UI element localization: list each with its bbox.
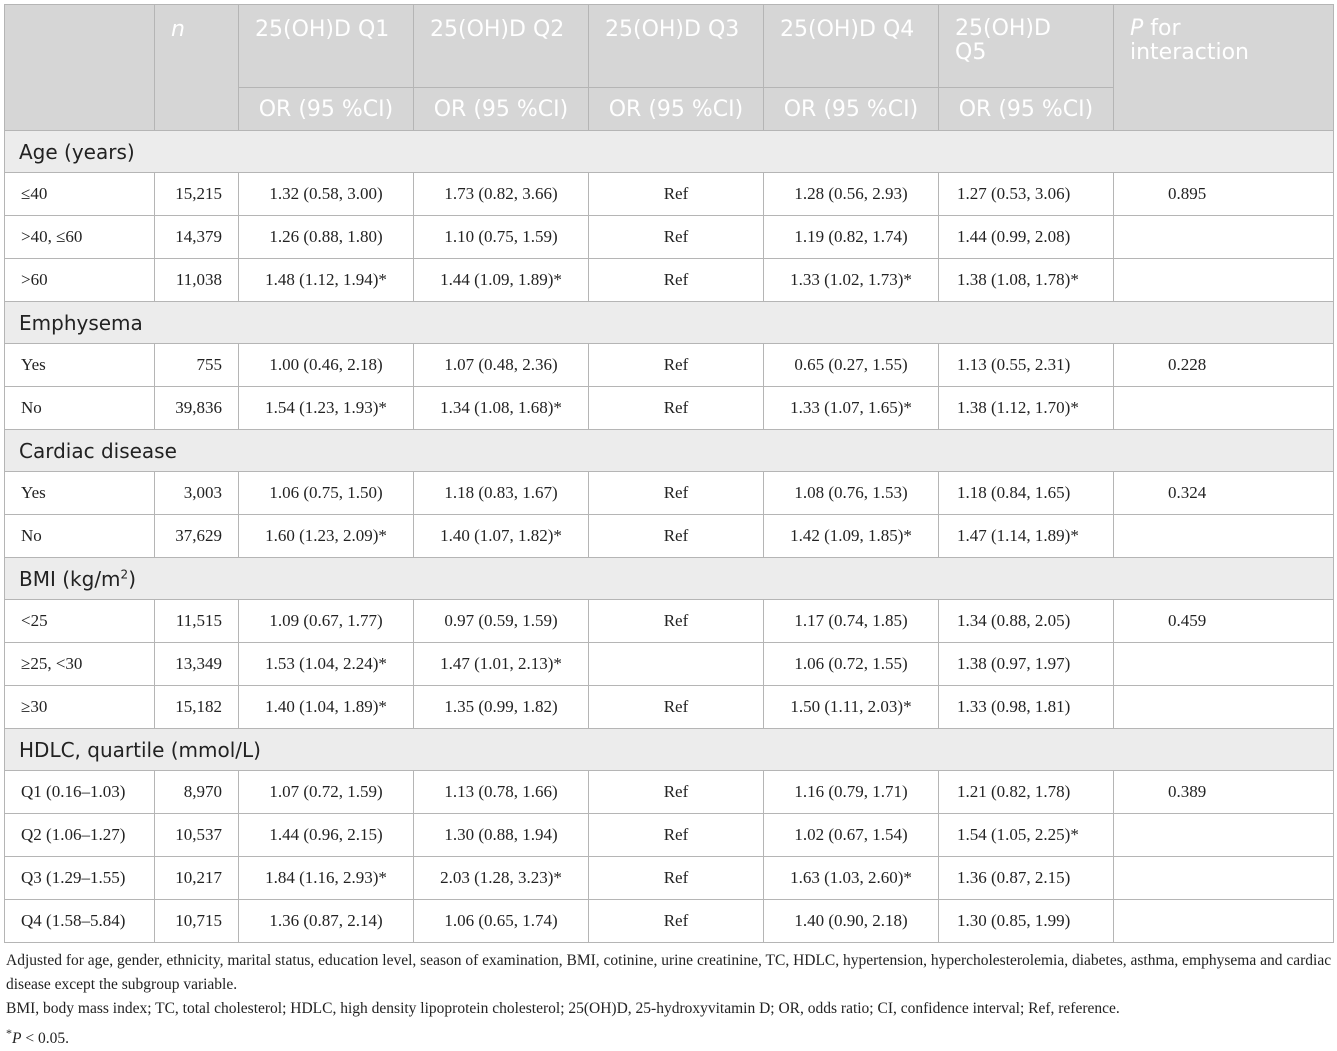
row-label: ≥30 xyxy=(5,686,155,729)
cell-n: 8,970 xyxy=(155,771,239,814)
cell-p-interaction xyxy=(1114,387,1334,430)
cell-q1: 1.48 (1.12, 1.94)* xyxy=(239,259,414,302)
cell-q4: 1.06 (0.72, 1.55) xyxy=(764,643,939,686)
cell-q1: 1.07 (0.72, 1.59) xyxy=(239,771,414,814)
cell-q3: Ref xyxy=(589,259,764,302)
cell-q3: Ref xyxy=(589,600,764,643)
cell-p-interaction: 0.459 xyxy=(1114,600,1334,643)
cell-q1: 1.40 (1.04, 1.89)* xyxy=(239,686,414,729)
cell-q3: Ref xyxy=(589,515,764,558)
row-label: No xyxy=(5,387,155,430)
header-q5: 25(OH)D Q5 xyxy=(939,5,1114,88)
cell-q5: 1.38 (1.08, 1.78)* xyxy=(939,259,1114,302)
header-or-q4: OR (95 %CI) xyxy=(764,88,939,131)
cell-p-interaction xyxy=(1114,216,1334,259)
cell-q4: 1.40 (0.90, 2.18) xyxy=(764,900,939,943)
header-q4: 25(OH)D Q4 xyxy=(764,5,939,88)
cell-q2: 1.44 (1.09, 1.89)* xyxy=(414,259,589,302)
cell-q3: Ref xyxy=(589,686,764,729)
table-footnotes xyxy=(4,949,1333,1051)
row-label: ≥25, <30 xyxy=(5,643,155,686)
cell-n: 11,038 xyxy=(155,259,239,302)
cell-q3: Ref xyxy=(589,472,764,515)
cell-q2: 1.34 (1.08, 1.68)* xyxy=(414,387,589,430)
table-row xyxy=(5,515,1334,558)
cell-q1: 1.60 (1.23, 2.09)* xyxy=(239,515,414,558)
cell-q4: 1.02 (0.67, 1.54) xyxy=(764,814,939,857)
cell-n: 37,629 xyxy=(155,515,239,558)
cell-n: 3,003 xyxy=(155,472,239,515)
group-header-row xyxy=(5,430,1334,472)
cell-q2: 1.30 (0.88, 1.94) xyxy=(414,814,589,857)
footnote-abbreviations: BMI, body mass index; TC, total cholesterol; HDLC, high density lipoprotein cholesterol; 25(OH)D, 25-hydroxyvitamin D; OR, odds ratio; CI, confidence interval; Ref, reference. xyxy=(6,1000,1120,1017)
group-header-row xyxy=(5,558,1334,600)
cell-q5: 1.27 (0.53, 3.06) xyxy=(939,173,1114,216)
row-label: No xyxy=(5,515,155,558)
cell-q5: 1.47 (1.14, 1.89)* xyxy=(939,515,1114,558)
cell-n: 13,349 xyxy=(155,643,239,686)
group-title: Emphysema xyxy=(5,302,1334,344)
table-row xyxy=(5,814,1334,857)
cell-p-interaction xyxy=(1114,814,1334,857)
cell-q3: Ref xyxy=(589,900,764,943)
header-row-top xyxy=(5,5,1334,88)
table-row xyxy=(5,259,1334,302)
row-label: ≤40 xyxy=(5,173,155,216)
group-header-row xyxy=(5,131,1334,173)
group-title: HDLC, quartile (mmol/L) xyxy=(5,729,1334,771)
cell-q2: 2.03 (1.28, 3.23)* xyxy=(414,857,589,900)
cell-p-interaction: 0.895 xyxy=(1114,173,1334,216)
cell-q4: 1.17 (0.74, 1.85) xyxy=(764,600,939,643)
cell-q3: Ref xyxy=(589,387,764,430)
table-row xyxy=(5,771,1334,814)
row-label: Yes xyxy=(5,344,155,387)
cell-q5: 1.54 (1.05, 2.25)* xyxy=(939,814,1114,857)
table-row xyxy=(5,643,1334,686)
header-or-q3: OR (95 %CI) xyxy=(589,88,764,131)
table-row xyxy=(5,900,1334,943)
cell-q2: 1.13 (0.78, 1.66) xyxy=(414,771,589,814)
table-row xyxy=(5,173,1334,216)
cell-q1: 1.36 (0.87, 2.14) xyxy=(239,900,414,943)
cell-q2: 1.07 (0.48, 2.36) xyxy=(414,344,589,387)
cell-q4: 1.63 (1.03, 2.60)* xyxy=(764,857,939,900)
table-body xyxy=(5,131,1334,943)
cell-q5: 1.30 (0.85, 1.99) xyxy=(939,900,1114,943)
table-row xyxy=(5,344,1334,387)
header-or-q1: OR (95 %CI) xyxy=(239,88,414,131)
cell-n: 10,217 xyxy=(155,857,239,900)
cell-q5: 1.44 (0.99, 2.08) xyxy=(939,216,1114,259)
cell-q2: 1.73 (0.82, 3.66) xyxy=(414,173,589,216)
cell-q4: 0.65 (0.27, 1.55) xyxy=(764,344,939,387)
cell-q3: Ref xyxy=(589,814,764,857)
cell-q5: 1.36 (0.87, 2.15) xyxy=(939,857,1114,900)
group-title: Cardiac disease xyxy=(5,430,1334,472)
cell-q1: 1.53 (1.04, 2.24)* xyxy=(239,643,414,686)
row-label: Q1 (0.16–1.03) xyxy=(5,771,155,814)
cell-q2: 0.97 (0.59, 1.59) xyxy=(414,600,589,643)
cell-q1: 1.32 (0.58, 3.00) xyxy=(239,173,414,216)
group-title: BMI $(kg/m^2)$ xyxy=(5,558,1334,600)
cell-p-interaction xyxy=(1114,259,1334,302)
group-header-row xyxy=(5,302,1334,344)
cell-p-interaction xyxy=(1114,857,1334,900)
cell-q2: 1.47 (1.01, 2.13)* xyxy=(414,643,589,686)
cell-n: 14,379 xyxy=(155,216,239,259)
group-header-row xyxy=(5,729,1334,771)
cell-q2: 1.06 (0.65, 1.74) xyxy=(414,900,589,943)
subgroup-table xyxy=(4,4,1334,943)
cell-q4: 1.42 (1.09, 1.85)* xyxy=(764,515,939,558)
cell-q4: 1.08 (0.76, 1.53) xyxy=(764,472,939,515)
header-p-interaction: P for interaction xyxy=(1114,5,1334,131)
cell-q3: Ref xyxy=(589,857,764,900)
cell-n: 15,215 xyxy=(155,173,239,216)
cell-q1: 1.06 (0.75, 1.50) xyxy=(239,472,414,515)
cell-q1: 1.00 (0.46, 2.18) xyxy=(239,344,414,387)
cell-q3: Ref xyxy=(589,216,764,259)
cell-q4: 1.19 (0.82, 1.74) xyxy=(764,216,939,259)
header-blank-cell xyxy=(5,5,155,131)
cell-q2: 1.10 (0.75, 1.59) xyxy=(414,216,589,259)
row-label: Q2 (1.06–1.27) xyxy=(5,814,155,857)
footnote-adjusted: Adjusted for age, gender, ethnicity, marital status, education level, season of examination, BMI, cotinine, urine creatinine, TC, HDLC, hypertension, hypercholesterolemia, diabetes, asthma, emphysema and cardiac disease except the subgroup variable. xyxy=(6,952,1332,993)
cell-q5: 1.21 (0.82, 1.78) xyxy=(939,771,1114,814)
table-row xyxy=(5,600,1334,643)
cell-q3: Ref xyxy=(589,173,764,216)
cell-q1: 1.54 (1.23, 1.93)* xyxy=(239,387,414,430)
cell-p-interaction: 0.228 xyxy=(1114,344,1334,387)
cell-q5: 1.38 (1.12, 1.70)* xyxy=(939,387,1114,430)
cell-q5: 1.13 (0.55, 2.31) xyxy=(939,344,1114,387)
cell-p-interaction xyxy=(1114,900,1334,943)
cell-n: 755 xyxy=(155,344,239,387)
table-row xyxy=(5,216,1334,259)
cell-q3: Ref xyxy=(589,344,764,387)
cell-p-interaction xyxy=(1114,686,1334,729)
cell-q4: 1.28 (0.56, 2.93) xyxy=(764,173,939,216)
cell-q4: 1.50 (1.11, 2.03)* xyxy=(764,686,939,729)
cell-q2: 1.35 (0.99, 1.82) xyxy=(414,686,589,729)
row-label: Q4 (1.58–5.84) xyxy=(5,900,155,943)
cell-q4: 1.33 (1.02, 1.73)* xyxy=(764,259,939,302)
row-label: <25 xyxy=(5,600,155,643)
header-q3: 25(OH)D Q3 xyxy=(589,5,764,88)
header-q1: 25(OH)D Q1 xyxy=(239,5,414,88)
cell-n: 15,182 xyxy=(155,686,239,729)
cell-q5: 1.34 (0.88, 2.05) xyxy=(939,600,1114,643)
header-n: n xyxy=(155,5,239,131)
cell-q1: 1.09 (0.67, 1.77) xyxy=(239,600,414,643)
cell-p-interaction xyxy=(1114,515,1334,558)
table-container xyxy=(4,4,1333,1051)
cell-q1: 1.44 (0.96, 2.15) xyxy=(239,814,414,857)
row-label: Q3 (1.29–1.55) xyxy=(5,857,155,900)
cell-n: 11,515 xyxy=(155,600,239,643)
cell-q4: 1.16 (0.79, 1.71) xyxy=(764,771,939,814)
header-or-q5: OR (95 %CI) xyxy=(939,88,1114,131)
row-label: >40, ≤60 xyxy=(5,216,155,259)
cell-n: 39,836 xyxy=(155,387,239,430)
cell-q3 xyxy=(589,643,764,686)
table-row xyxy=(5,472,1334,515)
cell-q2: 1.40 (1.07, 1.82)* xyxy=(414,515,589,558)
cell-q3: Ref xyxy=(589,771,764,814)
header-or-q2: OR (95 %CI) xyxy=(414,88,589,131)
row-label: Yes xyxy=(5,472,155,515)
row-label: >60 xyxy=(5,259,155,302)
cell-p-interaction: 0.324 xyxy=(1114,472,1334,515)
cell-q5: 1.33 (0.98, 1.81) xyxy=(939,686,1114,729)
table-row xyxy=(5,857,1334,900)
cell-q4: 1.33 (1.07, 1.65)* xyxy=(764,387,939,430)
cell-q5: 1.38 (0.97, 1.97) xyxy=(939,643,1114,686)
footnote-significance: *P < 0.05. xyxy=(6,1026,69,1048)
header-q2: 25(OH)D Q2 xyxy=(414,5,589,88)
group-title: Age (years) xyxy=(5,131,1334,173)
cell-q2: 1.18 (0.83, 1.67) xyxy=(414,472,589,515)
cell-p-interaction: 0.389 xyxy=(1114,771,1334,814)
table-row xyxy=(5,387,1334,430)
cell-q1: 1.26 (0.88, 1.80) xyxy=(239,216,414,259)
cell-q1: 1.84 (1.16, 2.93)* xyxy=(239,857,414,900)
cell-p-interaction xyxy=(1114,643,1334,686)
cell-n: 10,537 xyxy=(155,814,239,857)
cell-q5: 1.18 (0.84, 1.65) xyxy=(939,472,1114,515)
table-row xyxy=(5,686,1334,729)
cell-n: 10,715 xyxy=(155,900,239,943)
